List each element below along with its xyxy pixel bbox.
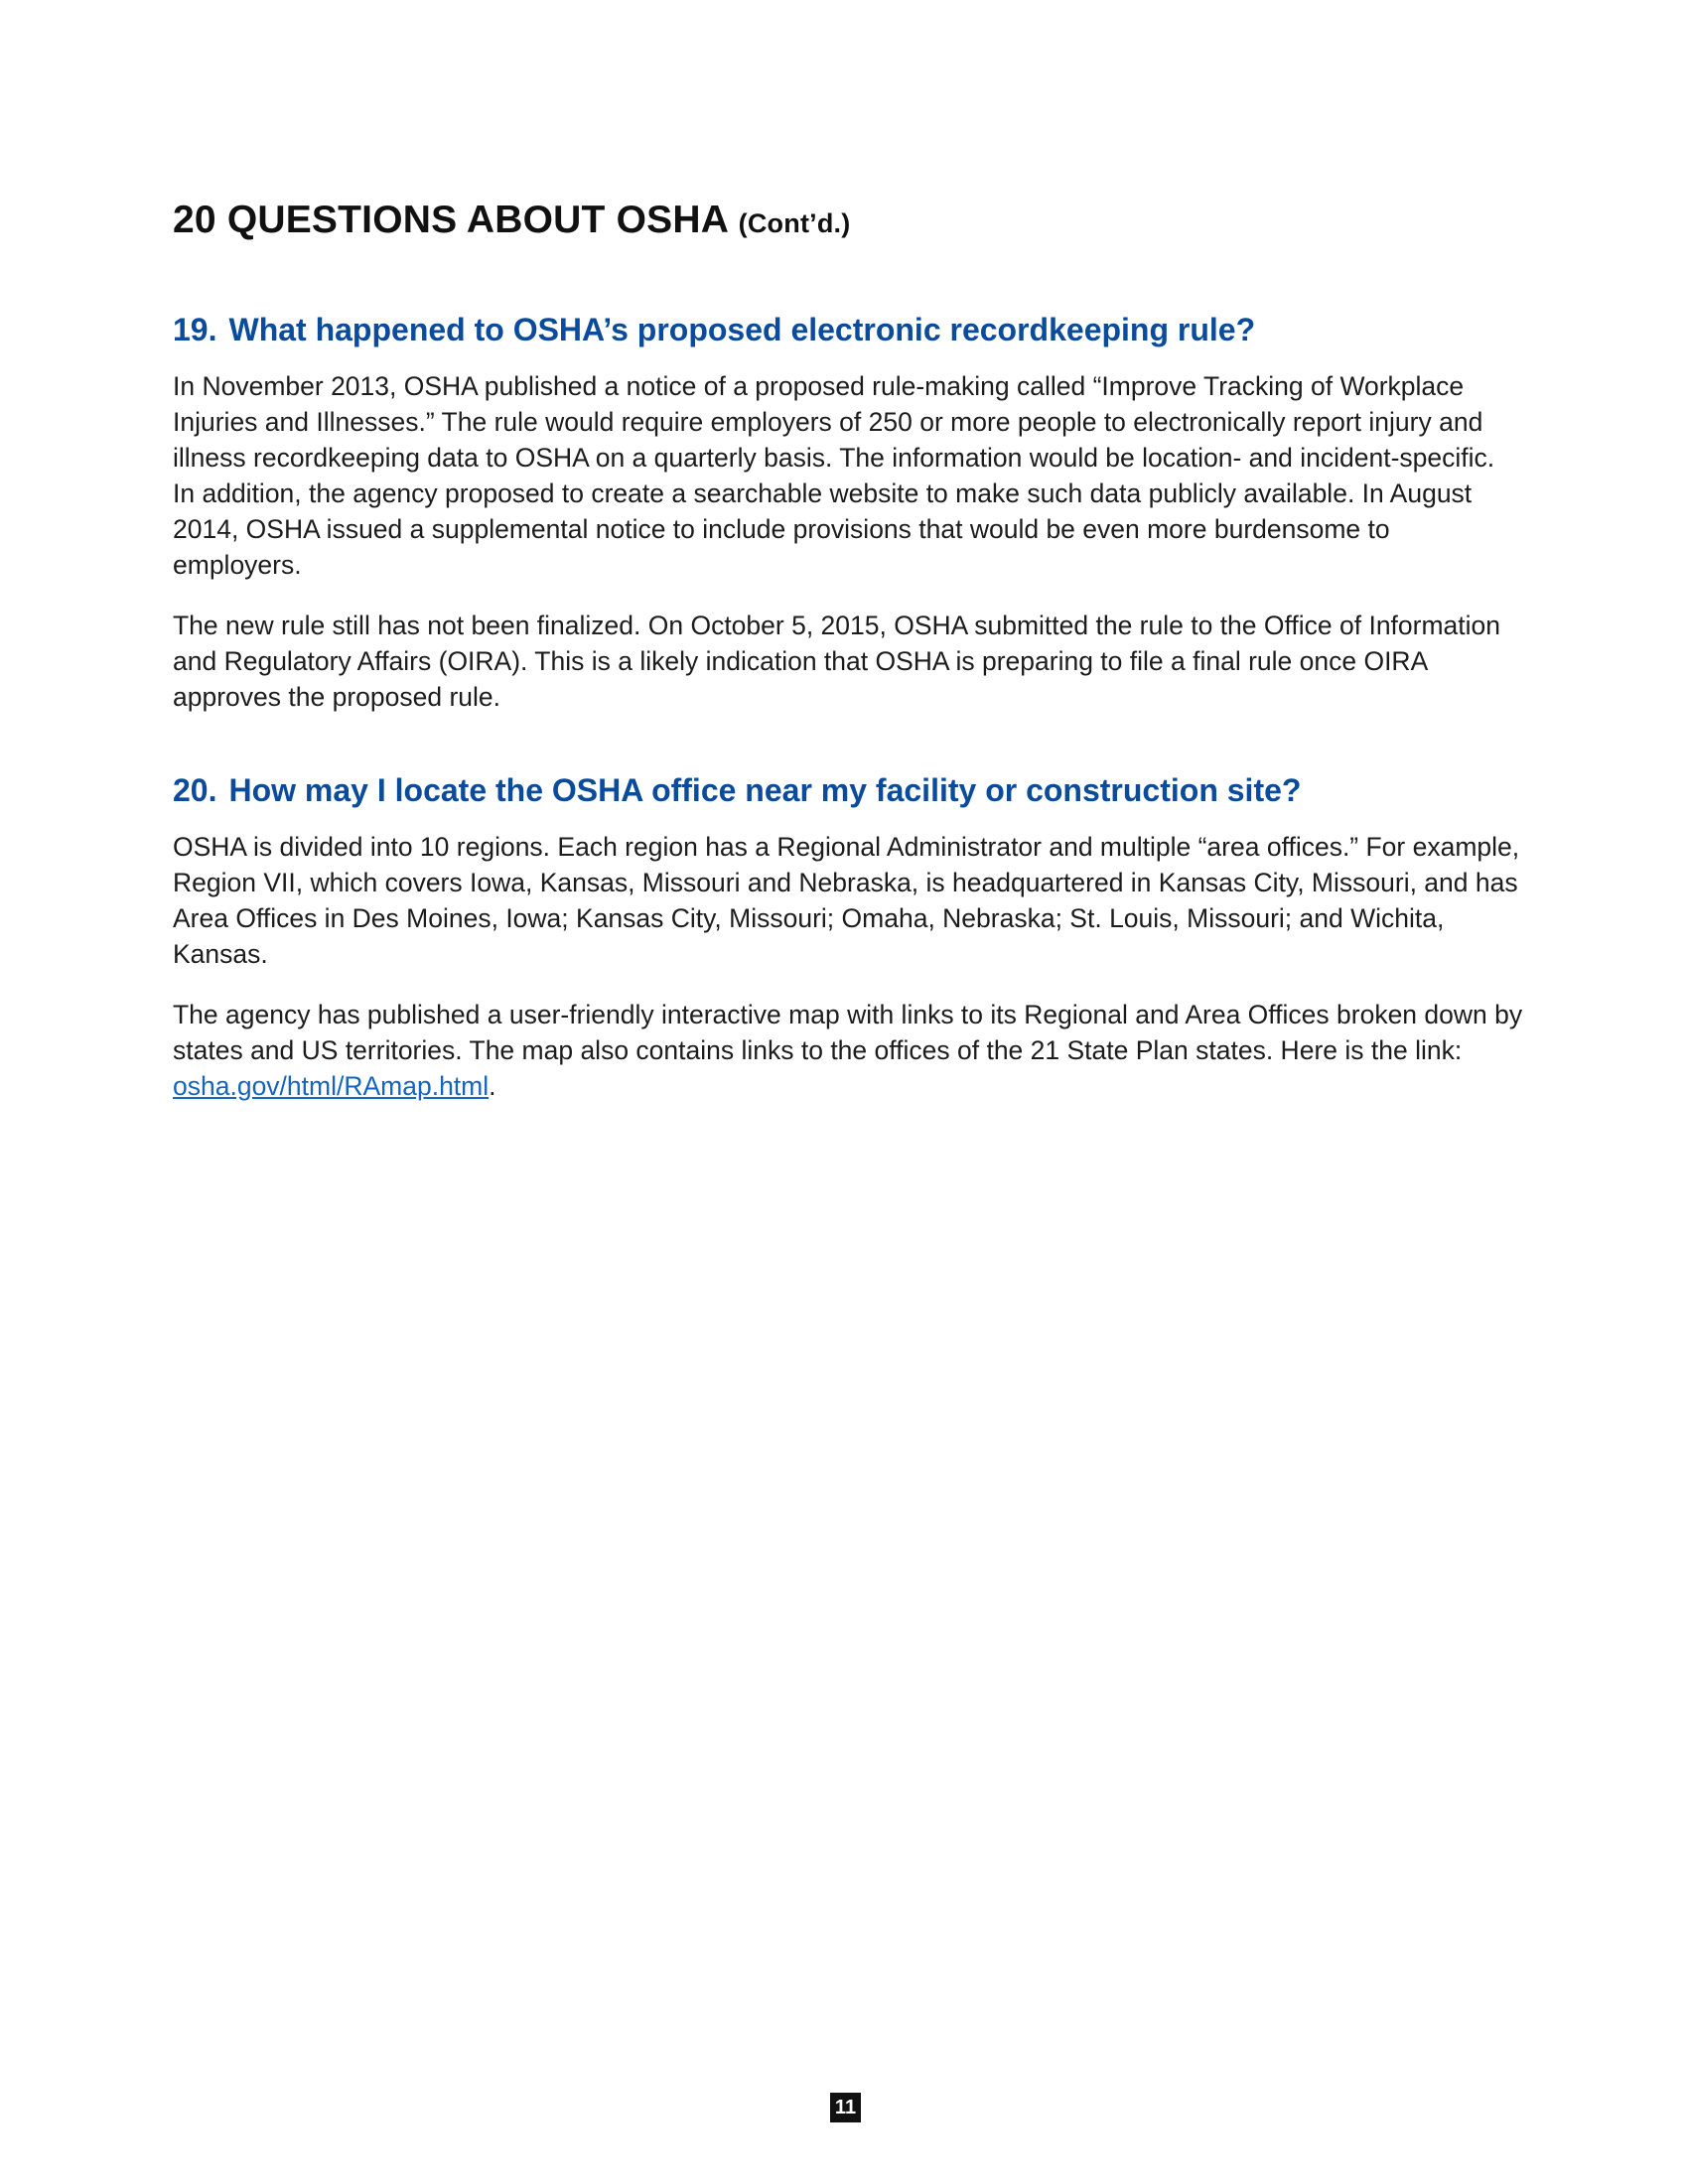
question-20-heading xyxy=(173,770,1523,810)
question-20-paragraph-2 xyxy=(173,997,1523,1104)
question-19-section xyxy=(173,310,1523,715)
page-title-subtitle: (Cont’d.) xyxy=(738,208,851,238)
question-19-text: What happened to OSHA’s proposed electronic recordkeeping rule? xyxy=(228,312,1256,347)
page-title-text: 20 QUESTIONS ABOUT OSHA xyxy=(173,199,728,241)
osha-regional-map-link[interactable]: osha.gov/html/RAmap.html xyxy=(173,1071,490,1101)
question-20-text: How may I locate the OSHA office near my facility or construction site? xyxy=(228,772,1302,808)
page-title xyxy=(173,199,850,242)
question-19-number: 19. xyxy=(173,312,217,347)
question-20-paragraph-2-end: . xyxy=(489,1071,496,1101)
page-number-badge: 11 xyxy=(830,2093,861,2122)
question-20-number: 20. xyxy=(173,772,217,808)
question-19-heading xyxy=(173,310,1523,349)
question-20-section xyxy=(173,770,1523,1104)
question-20-paragraph-2-text: The agency has published a user-friendly interactive map with links to its Regional and Area Offices broken down by states and US territories. The map also contains links to the offices of the 21 State Plan states. Here is the link: xyxy=(173,1000,1523,1065)
question-19-paragraph-1: In November 2013, OSHA published a notice of a proposed rule-making called “Improve Tracking of Workplace Injuries and Illnesses.” The rule would require employers of 250 or more people to electronically report injury and illness recordkeeping data to OSHA on a quarterly basis. The information would be location- and incident-specific. In addition, the agency proposed to create a searchable website to make such data publicly available. In August 2014, OSHA issued a supplemental notice to include provisions that would be even more burdensome to employers. xyxy=(173,371,1495,580)
question-20-paragraph-1: OSHA is divided into 10 regions. Each region has a Regional Administrator and multiple “area offices.” For example, Region VII, which covers Iowa, Kansas, Missouri and Nebraska, is headquartered in Kansas City, Missouri, and has Area Offices in Des Moines, Iowa; Kansas City, Missouri; Omaha, Nebraska; St. Louis, Missouri; and Wichita, Kansas. xyxy=(173,832,1520,969)
question-19-paragraph-2: The new rule still has not been finalized. On October 5, 2015, OSHA submitted the rule to the Office of Information and Regulatory Affairs (OIRA). This is a likely indication that OSHA is preparing to file a final rule once OIRA approves the proposed rule. xyxy=(173,611,1501,712)
